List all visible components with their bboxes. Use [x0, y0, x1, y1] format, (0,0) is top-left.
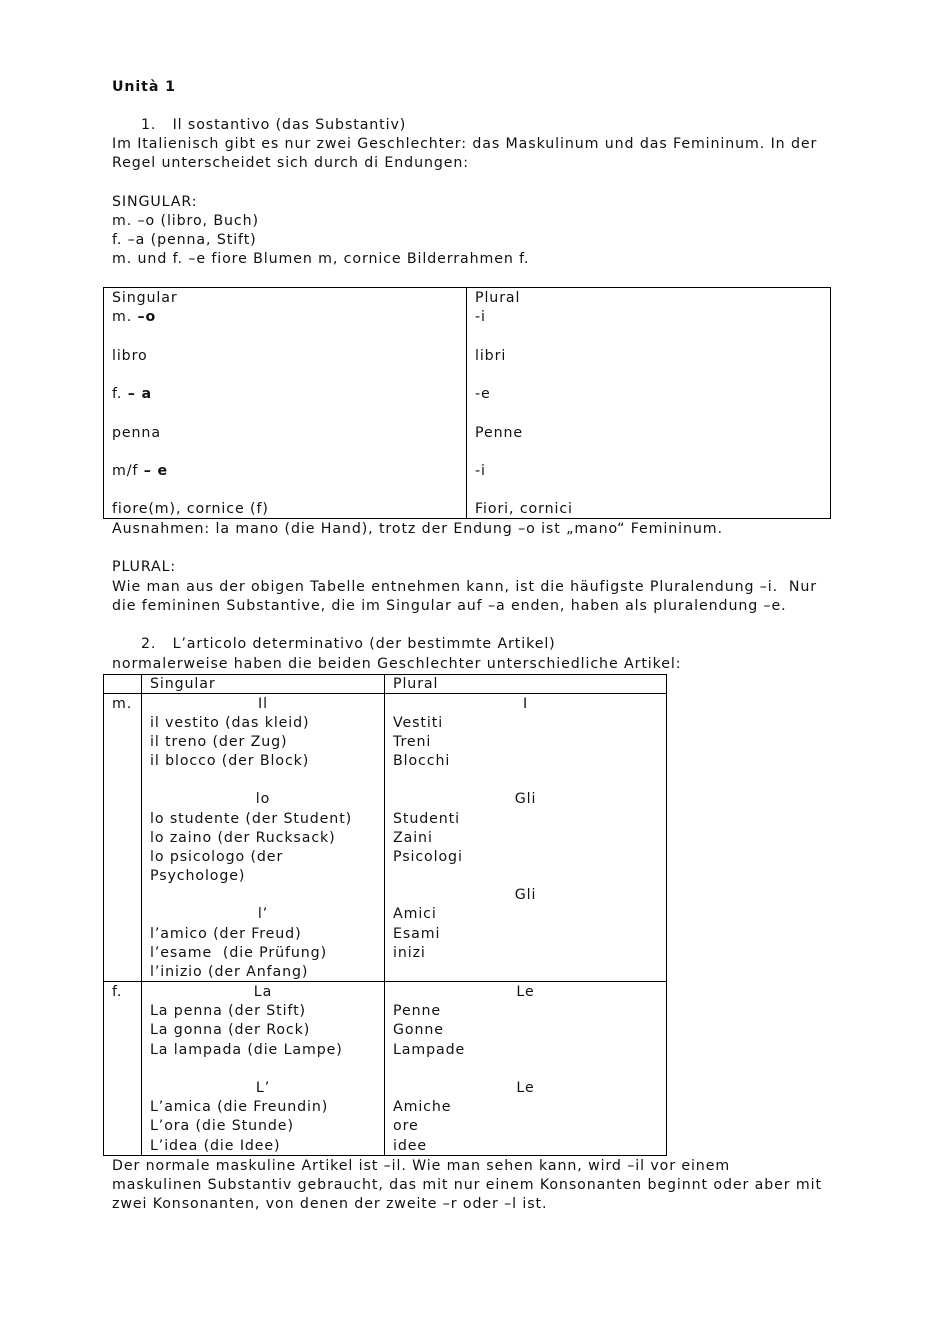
plural-example: Lampade [393, 1042, 466, 1058]
table1-plural-cell: -i [475, 309, 486, 325]
plural-article-le: Le [516, 1080, 535, 1096]
singular-example: L’amica (die Freundin) [150, 1099, 329, 1115]
plural-line1: Wie man aus der obigen Tabelle entnehmen kann, ist die häufigste Pluralendung –i. Nur [112, 579, 818, 595]
feminine-label: f. [112, 984, 123, 1000]
section2-intro: normalerweise haben die beiden Geschlechter unterschiedliche Artikel: [112, 656, 682, 672]
singular-example: La penna (der Stift) [150, 1003, 306, 1019]
rule-masculine: m. –o (libro, Buch) [112, 213, 259, 229]
closing-line2: maskulinen Substantiv gebraucht, das mit nur einem Konsonanten beginnt oder aber mit [112, 1177, 822, 1193]
plural-example: Esami [393, 926, 441, 942]
exceptions-note: Ausnahmen: la mano (die Hand), trotz der Endung –o ist „mano“ Femininum. [112, 521, 723, 537]
singular-example: l’inizio (der Anfang) [150, 964, 309, 980]
section1-intro-line2: Regel unterscheidet sich durch di Endungen: [112, 155, 469, 171]
singular-example: il treno (der Zug) [150, 734, 288, 750]
plural-example: Psicologi [393, 849, 463, 865]
plural-article-gli: Gli [514, 887, 537, 903]
plural-example: Blocchi [393, 753, 451, 769]
table1-plural-cell: -i [475, 463, 486, 479]
section1-intro-line1: Im Italienisch gibt es nur zwei Geschlechter: das Maskulinum und das Femininum. In der [112, 136, 818, 152]
singular-example: lo zaino (der Rucksack) [150, 830, 336, 846]
article-lo: lo [255, 791, 271, 807]
plural-example: Studenti [393, 811, 460, 827]
rule-both: m. und f. –e fiore Blumen m, cornice Bilderrahmen f. [112, 251, 530, 267]
singular-example: il blocco (der Block) [150, 753, 310, 769]
singular-example: L’idea (die Idee) [150, 1138, 281, 1154]
plural-example: inizi [393, 945, 426, 961]
plural-example: ore [393, 1118, 419, 1134]
table2-header-singular: Singular [150, 676, 216, 692]
plural-article-i: I [522, 696, 529, 712]
table1-plural-cell: Fiori, cornici [475, 501, 573, 517]
table1-row: libro [112, 348, 148, 364]
plural-article-gli: Gli [514, 791, 537, 807]
table1-plural-cell: Penne [475, 425, 523, 441]
singular-example: il vestito (das kleid) [150, 715, 310, 731]
singular-example: La gonna (der Rock) [150, 1022, 311, 1038]
plural-heading: PLURAL: [112, 559, 177, 575]
article-il: Il [258, 696, 268, 712]
plural-article-le: Le [516, 984, 535, 1000]
plural-example: Treni [393, 734, 432, 750]
rule-feminine: f. –a (penna, Stift) [112, 232, 257, 248]
plural-example: Zaini [393, 830, 433, 846]
table1-row: penna [112, 425, 161, 441]
section2-heading: 2. L’articolo determinativo (der bestimmte Artikel) [141, 636, 556, 652]
table1-plural-cell: libri [475, 348, 507, 364]
plural-example: Penne [393, 1003, 441, 1019]
table1-row: m. –o [112, 309, 157, 325]
plural-example: Amici [393, 906, 437, 922]
singular-example: L’ora (die Stunde) [150, 1118, 294, 1134]
table1-header-plural: Plural [475, 290, 521, 306]
table1-row: fiore(m), cornice (f) [112, 501, 269, 517]
plural-line2: die femininen Substantive, die im Singular auf –a enden, haben als pluralendung –e. [112, 598, 787, 614]
singular-example: Psychologe) [150, 868, 246, 884]
plural-example: idee [393, 1138, 428, 1154]
plural-example: Gonne [393, 1022, 444, 1038]
singular-example: La lampada (die Lampe) [150, 1042, 343, 1058]
plural-example: Amiche [393, 1099, 452, 1115]
plural-example: Vestiti [393, 715, 444, 731]
singular-heading: SINGULAR: [112, 194, 198, 210]
singular-example: l’amico (der Freud) [150, 926, 302, 942]
table1-row: f. – a [112, 386, 152, 402]
table1-header-singular: Singular [112, 290, 178, 306]
article-la: La [253, 984, 273, 1000]
article-l-apostrophe-fem: L’ [255, 1080, 271, 1096]
closing-line3: zwei Konsonanten, von denen der zweite –r oder –l ist. [112, 1196, 548, 1212]
section1-heading: 1. Il sostantivo (das Substantiv) [141, 117, 407, 133]
table2-header-plural: Plural [393, 676, 439, 692]
table1-row: m/f – e [112, 463, 169, 479]
unit-title: Unità 1 [112, 79, 176, 95]
singular-example: lo psicologo (der [150, 849, 284, 865]
article-l-apostrophe: l’ [257, 906, 269, 922]
table1-plural-cell: -e [475, 386, 491, 402]
singular-example: l’esame (die Prüfung) [150, 945, 328, 961]
closing-line1: Der normale maskuline Artikel ist –il. Wie man sehen kann, wird –il vor einem [112, 1158, 731, 1174]
masculine-label: m. [112, 696, 133, 712]
singular-example: lo studente (der Student) [150, 811, 353, 827]
